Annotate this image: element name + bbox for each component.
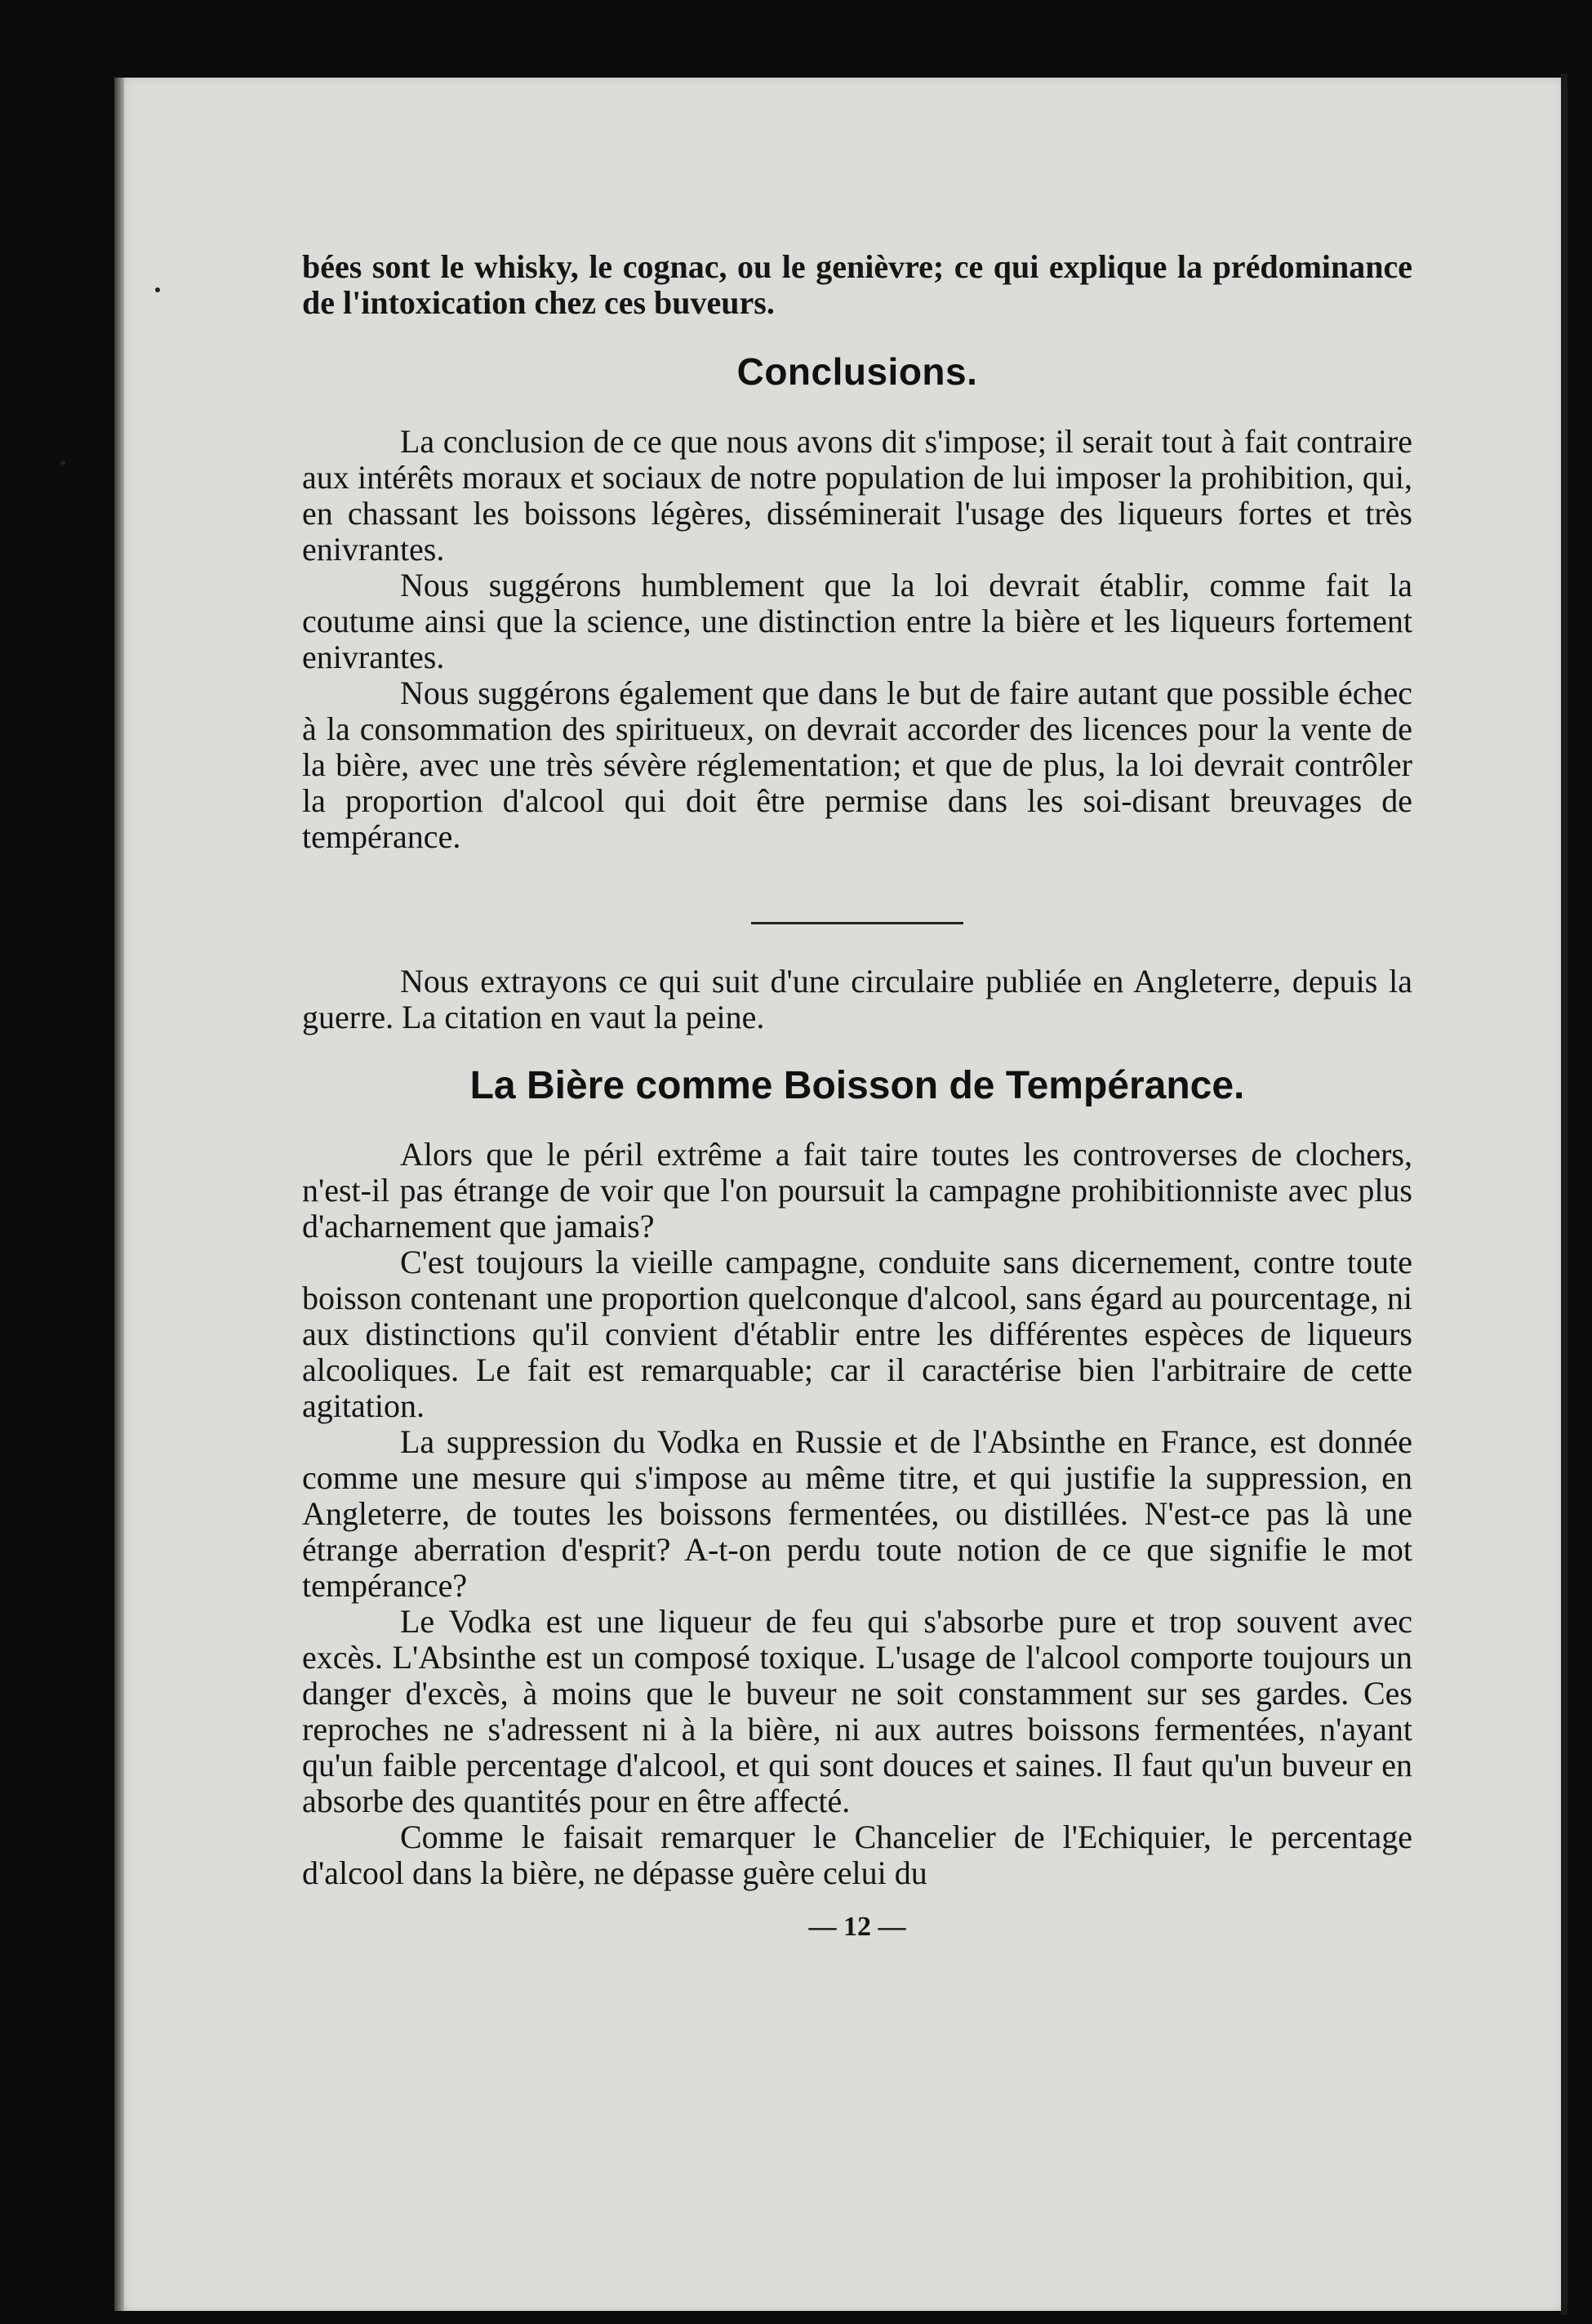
section-divider (751, 922, 963, 924)
page-binding-edge (114, 78, 124, 2311)
paragraph-intro: Nous extrayons ce qui suit d'une circulaire publiée en Angleterre, depuis la guerre. La citation en vaut la peine. (302, 963, 1412, 1035)
document-body (302, 249, 1412, 1945)
paragraph-biere-4: Le Vodka est une liqueur de feu qui s'absorbe pure et trop souvent avec excès. L'Absinthe est un composé toxique. L'usage de l'alcool comporte toujours un danger d'excès, à moins que le buveur ne soit constamment sur ses gardes. Ces reproches ne s'adressent ni à la bière, ni aux autres boissons fermentées, n'ayant qu'un faible percentage d'alcool, et qui sont douces et saines. Il faut qu'un buveur en absorbe des quantités pour en être affecté. (302, 1603, 1412, 1819)
paragraph-conclusion-2: Nous suggérons humblement que la loi devrait établir, comme fait la coutume ainsi que la science, une distinction entre la bière et les liqueurs fortement enivrantes. (302, 567, 1412, 675)
paragraph-biere-1: Alors que le péril extrême a fait taire toutes les controverses de clochers, n'est-il pas étrange de voir que l'on poursuit la campagne prohibitionniste avec plus d'acharnement que jamais? (302, 1136, 1412, 1244)
section-heading-conclusions: Conclusions. (736, 350, 978, 393)
margin-speck (60, 461, 65, 465)
margin-speck (155, 287, 160, 292)
paragraph-biere-2: C'est toujours la vieille campagne, conduite sans dicernement, contre toute boisson contenant une proportion quelconque d'alcool, sans égard au pourcentage, ni aux distinctions qu'il convient d'établir entre les différentes espèces de liqueurs alcooliques. Le fait est remarquable; car il caractérise bien l'arbitraire de cette agitation. (302, 1244, 1412, 1424)
paragraph-conclusion-3: Nous suggérons également que dans le but de faire autant que possible échec à la consommation des spiritueux, on devrait accorder des licences pour la vente de la bière, avec une très sévère réglementation; et que de plus, la loi devrait contrôler la proportion d'alcool qui doit être permise dans les soi-disant breuvages de tempérance. (302, 674, 1412, 855)
section-heading-biere: La Bière comme Boisson de Tempérance. (469, 1064, 1245, 1107)
paragraph-biere-5: Comme le faisait remarquer le Chancelier de l'Echiquier, le percentage d'alcool dans la bière, ne dépasse guère celui du (302, 1819, 1412, 1891)
paragraph-biere-3: La suppression du Vodka en Russie et de l'Absinthe en France, est donnée comme une mesure qui s'impose au même titre, et qui justifie la suppression, en Angleterre, de toutes les boissons fermentées, ou distillées. N'est-ce pas là une étrange aberration d'esprit? A-t-on perdu toute notion de ce que signifie le mot tempérance? (302, 1423, 1412, 1604)
page-number: — 12 — (808, 1912, 906, 1942)
paragraph-conclusion-1: La conclusion de ce que nous avons dit s'impose; il serait tout à fait contraire aux intérêts moraux et sociaux de notre population de lui imposer la prohibition, qui, en chassant les boissons légères, disséminerait l'usage des liqueurs fortes et très enivrantes. (302, 423, 1412, 568)
paragraph-continuation: bées sont le whisky, le cognac, ou le genièvre; ce qui explique la prédominance de l'intoxication chez ces buveurs. (302, 248, 1412, 321)
page-right-edge (1561, 73, 1568, 2315)
